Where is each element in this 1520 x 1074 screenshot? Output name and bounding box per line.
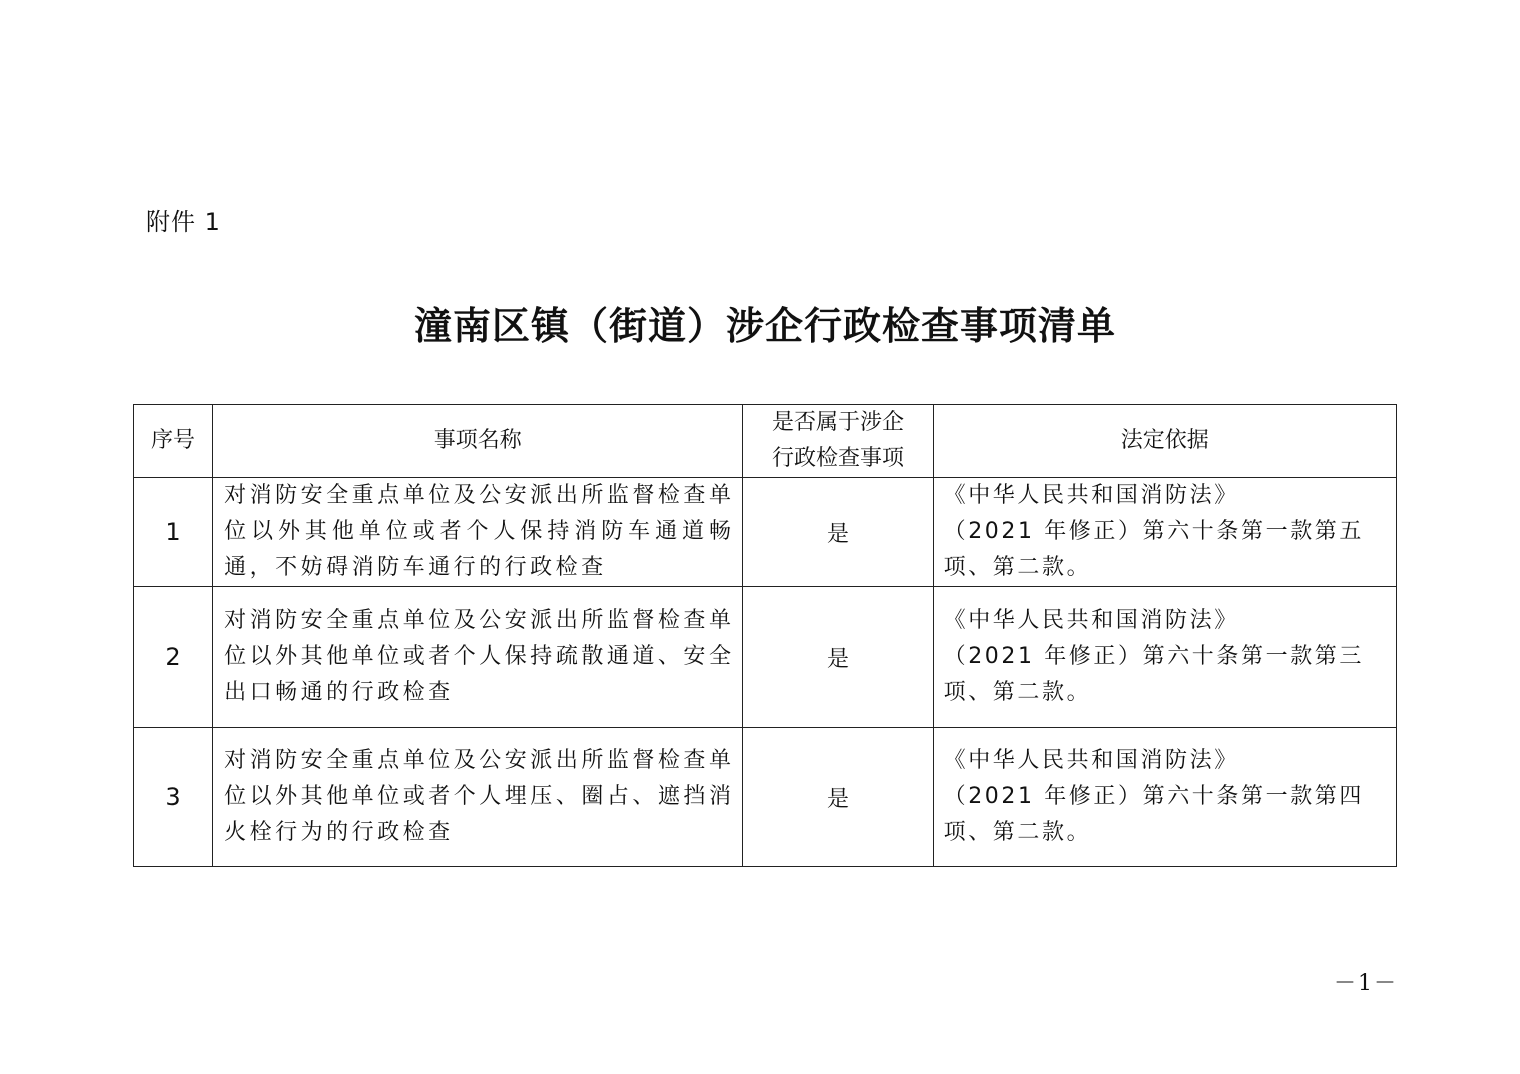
page-number: －1－: [1334, 971, 1398, 996]
row-legal-basis: [933, 728, 1396, 867]
header-flag: [743, 405, 933, 478]
row-legal-basis: [933, 587, 1396, 728]
table-header-row: [134, 405, 1397, 478]
header-flag-line1: 是否属于涉企: [772, 410, 905, 435]
header-name: 事项名称: [213, 405, 743, 478]
inspection-items-table: [133, 404, 1397, 867]
legal-basis-law: 《中华人民共和国消防法》: [943, 748, 1239, 773]
table-row: [134, 587, 1397, 728]
header-flag-line2: 行政检查事项: [772, 446, 905, 471]
row-item-name: 对消防安全重点单位及公安派出所监督检查单位以外其他单位或者个人保持消防车通道畅通，不妨碍消防车通行的行政检查: [213, 478, 743, 587]
table-row: [134, 478, 1397, 587]
table-row: [134, 728, 1397, 867]
row-seq: 2: [134, 587, 213, 728]
header-seq: 序号: [134, 405, 213, 478]
header-basis: 法定依据: [933, 405, 1396, 478]
attachment-label: 附件 1: [146, 208, 221, 236]
row-seq: 3: [134, 728, 213, 867]
row-item-name: 对消防安全重点单位及公安派出所监督检查单位以外其他单位或者个人保持疏散通道、安全出口畅通的行政检查: [213, 587, 743, 728]
legal-basis-article: （2021 年修正）第六十条第一款第三项、第二款。: [943, 644, 1364, 705]
row-enterprise-flag: 是: [743, 587, 933, 728]
row-item-name: 对消防安全重点单位及公安派出所监督检查单位以外其他单位或者个人埋压、圈占、遮挡消火栓行为的行政检查: [213, 728, 743, 867]
legal-basis-article: （2021 年修正）第六十条第一款第五项、第二款。: [943, 519, 1364, 580]
page-title: 潼南区镇（街道）涉企行政检查事项清单: [413, 303, 1116, 348]
row-seq: 1: [134, 478, 213, 587]
row-enterprise-flag: 是: [743, 728, 933, 867]
legal-basis-law: 《中华人民共和国消防法》: [943, 483, 1239, 508]
legal-basis-article: （2021 年修正）第六十条第一款第四项、第二款。: [943, 784, 1364, 845]
row-legal-basis: [933, 478, 1396, 587]
row-enterprise-flag: 是: [743, 478, 933, 587]
legal-basis-law: 《中华人民共和国消防法》: [943, 608, 1239, 633]
